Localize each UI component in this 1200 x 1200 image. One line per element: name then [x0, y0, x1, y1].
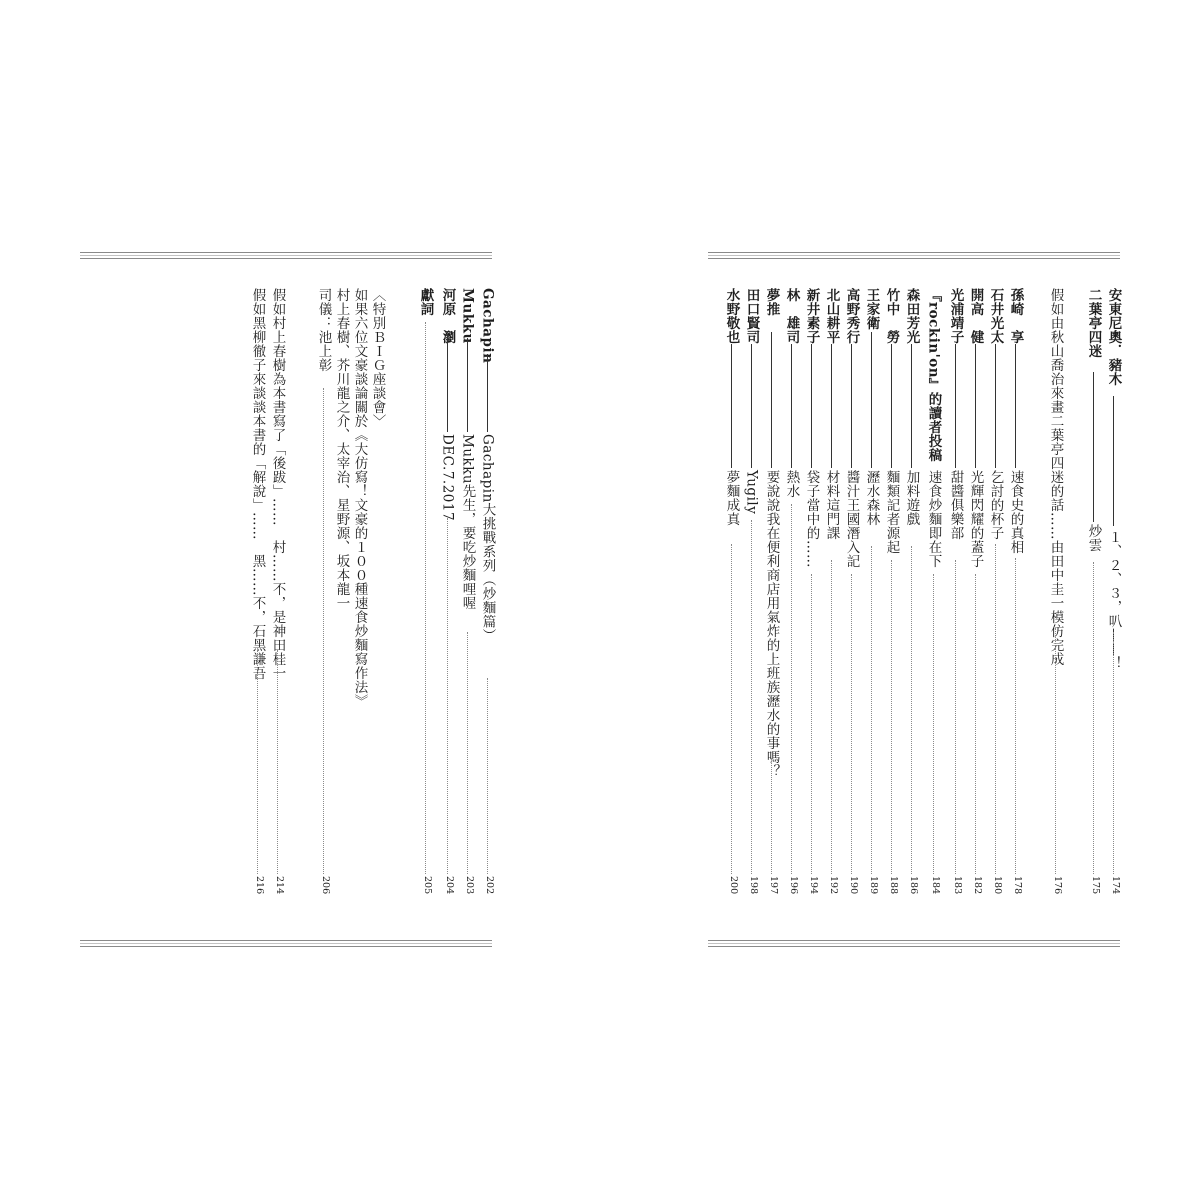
toc-entry: 假如由秋山喬治來畫二葉亭四迷的話……由田中圭一模仿完成: [1047, 288, 1064, 666]
leader-dots: [257, 650, 258, 874]
toc-title: 速食炒麵即在下: [925, 470, 942, 568]
leader-dots: [277, 650, 278, 874]
page-number: 186: [908, 876, 919, 895]
page-number: 182: [972, 876, 983, 895]
toc-author: 安東尼奧．豬木: [1105, 288, 1122, 386]
leader-dots: [1015, 558, 1016, 874]
leader-dots: [975, 574, 976, 874]
toc-title: 炒雲: [1085, 524, 1102, 552]
toc-author: 田口賢司: [743, 288, 760, 344]
bottom-rule: [80, 940, 492, 947]
toc-title: 速食史的真相: [1007, 470, 1024, 554]
page-number: 205: [422, 876, 433, 895]
leader-dots: [791, 504, 792, 874]
page-number: 206: [320, 876, 331, 895]
page-number: 216: [254, 876, 265, 895]
leader-dots: [1055, 628, 1056, 874]
dash-line: [771, 332, 772, 468]
dash-line: [487, 354, 488, 432]
dash-line: [791, 344, 792, 468]
toc-author: 石井光太: [987, 288, 1004, 344]
toc-page-left: [80, 248, 496, 952]
toc-participants: 村上春樹、芥川龍之介、太宰治、星野源、坂本龍一: [333, 288, 350, 610]
toc-page-right: [708, 248, 1120, 952]
toc-title: １、２、３，叭——！: [1105, 530, 1122, 670]
toc-title: 袋子當中的……: [803, 470, 820, 568]
toc-author: 王家衛: [863, 288, 880, 330]
dash-line: [891, 344, 892, 468]
page-number: 192: [828, 876, 839, 895]
toc-author: 河原 瀏: [439, 288, 456, 344]
toc-author: Gachapin: [479, 288, 496, 364]
page-number: 175: [1090, 876, 1101, 895]
toc-title: 要說說我在便利商店用氣炸的上班族瀝水的事嗎？: [763, 470, 780, 778]
toc-entry: 假如黑柳徹子來談談本書的「解說」…… 黑……不，石黑謙吾: [249, 288, 266, 680]
page-number: 184: [930, 876, 941, 895]
page-number: 200: [728, 876, 739, 895]
leader-dots: [995, 544, 996, 874]
leader-dots: [851, 574, 852, 874]
dash-line: [871, 332, 872, 468]
leader-dots: [1113, 632, 1114, 874]
toc-author: 竹中 勞: [883, 288, 900, 344]
toc-author: 森田芳光: [903, 288, 920, 344]
page-number: 197: [768, 876, 779, 895]
toc-author: 新井素子: [803, 288, 820, 344]
toc-author: 北山耕平: [823, 288, 840, 344]
page-number: 189: [868, 876, 879, 895]
toc-author: Mukku: [459, 288, 476, 344]
toc-entry: 假如村上春樹為本書寫了「後跋」…… 村……不，是神田桂一: [269, 288, 286, 680]
page-number: 203: [464, 876, 475, 895]
toc-title: Yugily: [743, 470, 760, 515]
page-number: 183: [952, 876, 963, 895]
toc-title: 麵類記者源起: [883, 470, 900, 554]
toc-author: 高野秀行: [843, 288, 860, 344]
toc-author: 林 雄司: [783, 288, 800, 344]
leader-dots: [933, 574, 934, 874]
toc-author: 開高 健: [967, 288, 984, 344]
page-number: 178: [1012, 876, 1023, 895]
leader-dots: [467, 632, 468, 874]
leader-dots: [771, 758, 772, 874]
leader-dots: [871, 546, 872, 874]
toc-title: 夢麵成真: [723, 470, 740, 526]
toc-section-title: 〈特別ＢＩＧ座談會〉: [369, 288, 386, 428]
leader-dots: [487, 678, 488, 874]
dash-line: [1113, 396, 1114, 526]
leader-dots: [831, 560, 832, 874]
dash-line: [1015, 344, 1016, 468]
page-number: 204: [444, 876, 455, 895]
dash-line: [975, 344, 976, 468]
leader-dots: [811, 574, 812, 874]
toc-author: 光浦靖子: [947, 288, 964, 344]
leader-dots: [955, 560, 956, 874]
page-number: 176: [1052, 876, 1063, 895]
toc-author: 水野敬也: [723, 288, 740, 344]
toc-title: 熱水: [783, 470, 800, 498]
leader-dots: [425, 322, 426, 874]
top-rule: [80, 252, 492, 259]
toc-title: DEC.7.2017: [439, 434, 456, 522]
dash-line: [467, 338, 468, 432]
page-number: 202: [484, 876, 495, 895]
toc-title: 光輝閃耀的蓋子: [967, 470, 984, 568]
page-number: 196: [788, 876, 799, 895]
toc-author: 『rockin'on』的讀者投稿: [925, 288, 942, 463]
toc-moderator: 司儀：池上彰: [315, 288, 332, 372]
dash-line: [831, 344, 832, 468]
page-number: 174: [1110, 876, 1121, 895]
toc-title: 醬汁王國潛入記: [843, 470, 860, 568]
dash-line: [995, 344, 996, 468]
dash-line: [1093, 372, 1094, 522]
toc-title: 乞討的杯子: [987, 470, 1004, 540]
dash-line: [731, 344, 732, 468]
page-number: 214: [274, 876, 285, 895]
leader-dots: [447, 518, 448, 874]
dash-line: [911, 344, 912, 468]
leader-dots: [323, 388, 324, 874]
dash-line: [955, 344, 956, 468]
leader-dots: [1093, 562, 1094, 874]
top-rule: [708, 252, 1120, 259]
page-number: 198: [748, 876, 759, 895]
dash-line: [811, 344, 812, 468]
toc-title: Mukku先生，要吃炒麵哩喔: [459, 434, 476, 611]
dash-line: [851, 344, 852, 468]
toc-author: 夢推: [763, 288, 780, 316]
toc-title: Gachapin大挑戰系列（炒麵篇）: [479, 434, 496, 643]
toc-subtitle: 如果六位文豪談論關於《大仿寫！文豪的１００種速食炒麵寫作法》: [351, 288, 368, 708]
toc-author: 獻詞: [417, 288, 434, 316]
leader-dots: [891, 560, 892, 874]
leader-dots: [911, 546, 912, 874]
page-number: 194: [808, 876, 819, 895]
leader-dots: [731, 544, 732, 874]
dash-line: [447, 334, 448, 432]
page-number: 180: [992, 876, 1003, 895]
toc-title: 加料遊戲: [903, 470, 920, 526]
toc-author: 二葉亭四迷: [1085, 288, 1102, 358]
dash-line: [751, 344, 752, 468]
toc-title: 瀝水森林: [863, 470, 880, 526]
toc-title: 材料這門課: [823, 470, 840, 540]
toc-title: 甜醬俱樂部: [947, 470, 964, 540]
page-number: 190: [848, 876, 859, 895]
leader-dots: [751, 520, 752, 874]
page-number: 188: [888, 876, 899, 895]
toc-author: 孫崎 享: [1007, 288, 1024, 344]
